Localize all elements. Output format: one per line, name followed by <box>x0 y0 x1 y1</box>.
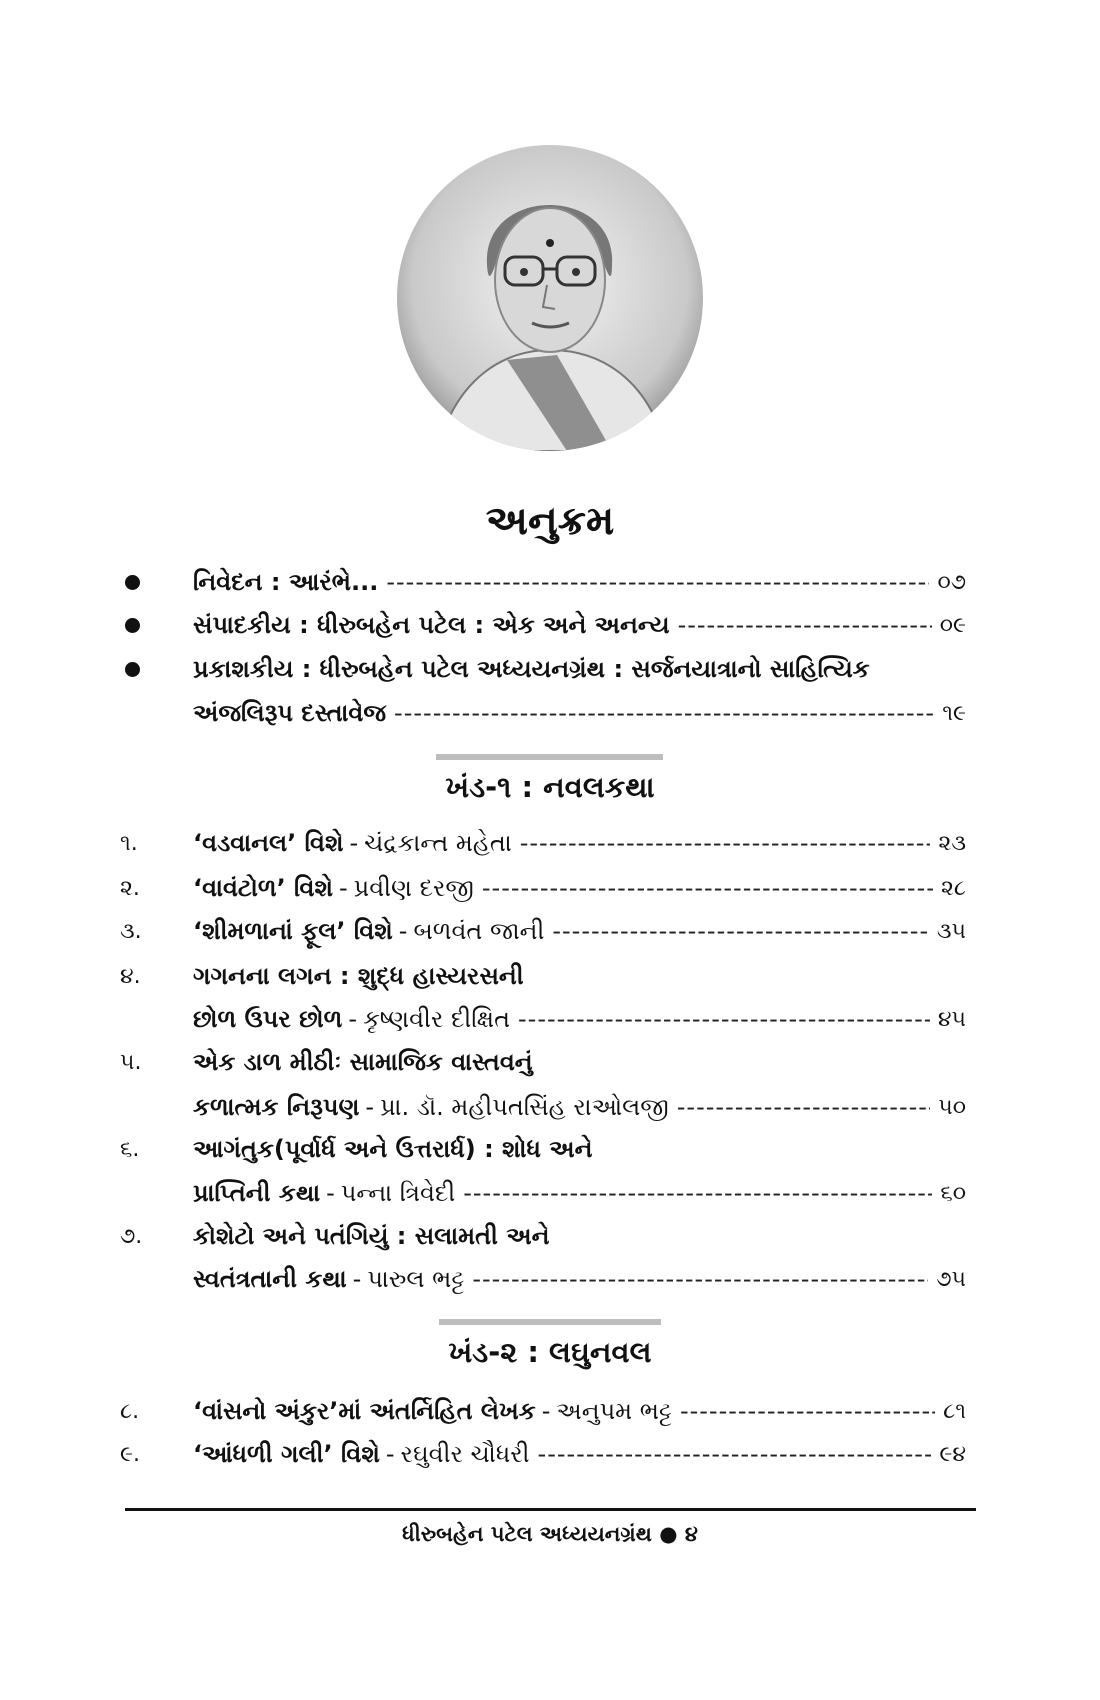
footer-page-number: ૪ <box>684 1522 698 1546</box>
section-heading: ખંડ-૨ : લઘુનવલ <box>448 1335 652 1369</box>
toc-entry[interactable] <box>120 956 966 996</box>
section-divider <box>436 754 663 760</box>
toc-entry[interactable] <box>120 911 966 951</box>
entry-title-line2: કળાત્મક નિરૂપણ <box>193 1093 360 1121</box>
entry-author: પારુલ ભટ્ટ <box>367 1265 465 1293</box>
toc-entry[interactable] <box>120 562 966 602</box>
author-portrait <box>397 145 703 451</box>
toc-entry[interactable] <box>120 1216 966 1256</box>
dash-separator: - <box>348 1005 358 1033</box>
page-number: ૫૦ <box>938 1094 966 1120</box>
toc-entry[interactable] <box>120 1434 966 1474</box>
toc-entry[interactable] <box>120 649 966 689</box>
page-number: ૩૫ <box>936 918 966 944</box>
toc-entry-continued[interactable] <box>120 1173 966 1213</box>
entry-number: ૭. <box>120 1223 143 1249</box>
entry-title-line2: અંજલિરૂપ દસ્તાવેજ <box>193 699 387 727</box>
dash-separator: - <box>365 1093 375 1121</box>
section-divider <box>439 1319 661 1325</box>
entry-title-line2: પ્રાપ્તિની કથા <box>193 1179 321 1207</box>
dot-leader <box>552 917 929 945</box>
toc-entry[interactable] <box>120 1042 966 1082</box>
dot-leader <box>518 1005 930 1033</box>
toc-entry[interactable] <box>120 605 966 645</box>
entry-number: ૯. <box>120 1441 141 1467</box>
entry-number: ૧. <box>120 830 138 856</box>
dot-leader <box>677 1093 931 1121</box>
dot-leader <box>520 829 931 857</box>
entry-title: ‘વાંસનો અંકુર’માં અંતર્નિહિત લેખક <box>193 1397 536 1425</box>
bullet-icon <box>120 662 193 677</box>
entry-author: કૃષ્ણવીર દીક્ષિત <box>363 1005 510 1033</box>
page-number: ૬૦ <box>940 1180 966 1206</box>
toc-entry[interactable] <box>120 1391 966 1431</box>
toc-entry[interactable] <box>120 823 966 863</box>
dash-separator: - <box>352 1265 362 1293</box>
entry-title: સંપાદકીય : ધીરુબહેન પટેલ : એક અને અનન્ય <box>193 611 670 639</box>
page-number: ૦૭ <box>937 569 966 595</box>
entry-number: ૮. <box>120 1398 140 1424</box>
entry-number: ૩. <box>120 918 142 944</box>
footer-rule <box>125 1508 976 1511</box>
entry-author: રઘુવીર ચૌધરી <box>400 1440 530 1468</box>
entry-title: ગગનના લગન : શુદ્ધ હાસ્યરસની <box>193 962 524 990</box>
entry-title: કોશેટો અને પતંગિયું : સલામતી અને <box>193 1222 550 1250</box>
dash-separator: - <box>326 1179 335 1207</box>
toc-entry[interactable] <box>120 1129 966 1169</box>
entry-number: ૪. <box>120 963 141 989</box>
section-heading: ખંડ-૧ : નવલકથા <box>445 770 655 804</box>
entry-title: આગંતુક(પૂર્વાર્ધ અને ઉત્તરાર્ધ) : શોધ અને <box>193 1135 593 1163</box>
entry-title: ‘વડવાનલ’ વિશે <box>193 829 344 857</box>
dot-leader <box>472 1265 928 1293</box>
dot-leader <box>538 1440 932 1468</box>
bullet-icon <box>120 618 193 633</box>
bullet-icon: ● <box>659 1522 678 1546</box>
page-number: ૧૯ <box>942 700 966 726</box>
entry-author: પ્રવીણ દરજી <box>353 874 474 902</box>
dot-leader <box>678 611 932 639</box>
toc-entry-continued[interactable] <box>120 1259 966 1299</box>
entry-title-line2: છોળ ઉપર છોળ <box>193 1005 343 1033</box>
page-title: અનુક્રમ <box>485 498 615 544</box>
dash-separator: - <box>541 1397 551 1425</box>
toc-entry-continued[interactable] <box>120 1087 966 1127</box>
page-number: ૯૪ <box>939 1441 966 1467</box>
entry-title: ‘શીમળાનાં ફૂલ’ વિશે <box>193 917 393 945</box>
dash-separator: - <box>385 1440 395 1468</box>
bullet-icon <box>120 575 193 590</box>
dash-separator: - <box>338 874 348 902</box>
page-number: ૮૧ <box>943 1398 966 1424</box>
page-number: ૦૯ <box>939 612 966 638</box>
dash-separator: - <box>349 829 359 857</box>
entry-number: ૫. <box>120 1049 142 1075</box>
dot-leader <box>482 874 933 902</box>
entry-title-line2: સ્વતંત્રતાની કથા <box>193 1265 347 1293</box>
entry-title: પ્રકાશકીય : ધીરુબહેન પટેલ અધ્યયનગ્રંથ : સર્જનયાત્રાનો સાહિત્યિક <box>193 655 870 683</box>
page-footer <box>0 1522 1100 1547</box>
footer-book-title: ધીરુબહેન પટેલ અધ્યયનગ્રંથ <box>402 1522 652 1546</box>
entry-author: પન્ના ત્રિવેદી <box>340 1179 456 1207</box>
entry-author: પ્રા. ડૉ. મહીપતસિંહ રાઓલજી <box>380 1093 669 1121</box>
toc-entry[interactable] <box>120 868 966 908</box>
entry-number: ૬. <box>120 1136 140 1162</box>
entry-author: અનુપમ ભટ્ટ <box>556 1397 672 1425</box>
toc-entry-continued[interactable] <box>120 999 966 1039</box>
entry-number: ૨. <box>120 875 140 901</box>
page-number: ૪૫ <box>937 1006 966 1032</box>
entry-title: નિવેદન : આરંભે... <box>193 568 379 596</box>
toc-entry-continued[interactable] <box>120 693 966 733</box>
entry-title: એક ડાળ મીઠીઃ સામાજિક વાસ્તવનું <box>193 1048 533 1076</box>
dash-separator: - <box>398 917 408 945</box>
dot-leader <box>680 1397 935 1425</box>
page-number: ૭૫ <box>936 1266 966 1292</box>
page-number: ૨૮ <box>940 875 966 901</box>
entry-title: ‘વાવંટોળ’ વિશે <box>193 874 333 902</box>
dot-leader <box>463 1179 932 1207</box>
dot-leader <box>394 699 934 727</box>
entry-title: ‘આંધળી ગલી’ વિશે <box>193 1440 380 1468</box>
entry-author: બળવંત જાની <box>413 917 545 945</box>
dot-leader <box>386 568 929 596</box>
page-number: ૨૩ <box>938 830 966 856</box>
entry-author: ચંદ્રકાન્ત મહેતા <box>364 829 512 857</box>
